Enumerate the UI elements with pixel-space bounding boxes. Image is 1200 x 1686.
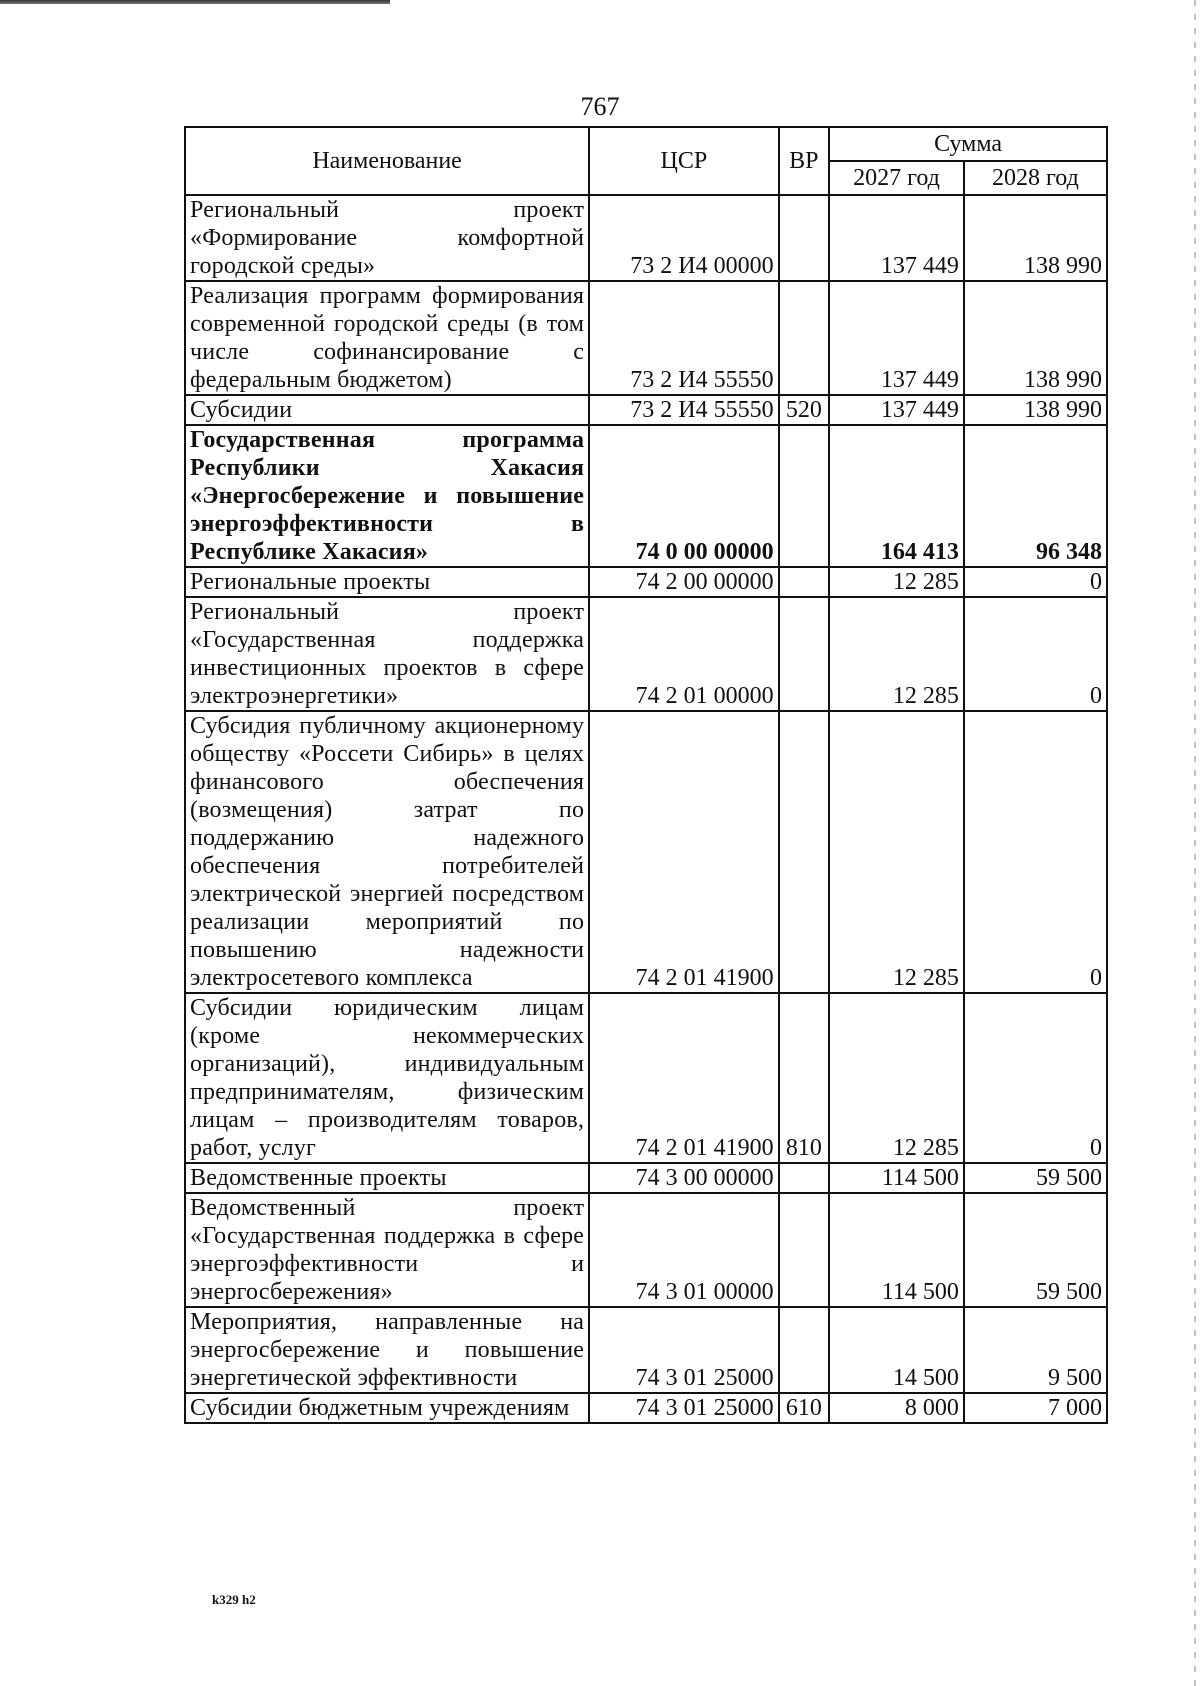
- header-sum: Сумма: [829, 127, 1107, 161]
- row-sum-2028: 138 990: [964, 281, 1107, 395]
- row-csr: 74 3 00 00000: [589, 1163, 778, 1193]
- row-csr: 74 2 00 00000: [589, 567, 778, 597]
- row-csr: 74 2 01 41900: [589, 711, 778, 993]
- table-body: [185, 195, 1107, 1423]
- table-row: [185, 597, 1107, 711]
- row-vr: 610: [779, 1393, 830, 1423]
- row-vr: 810: [779, 993, 830, 1163]
- table-row: [185, 1163, 1107, 1193]
- table-row: [185, 1393, 1107, 1423]
- row-vr: [779, 1163, 830, 1193]
- row-csr: 74 0 00 00000: [589, 425, 778, 567]
- row-csr: 73 2 И4 00000: [589, 195, 778, 281]
- row-sum-2027: 12 285: [829, 993, 964, 1163]
- row-csr: 73 2 И4 55550: [589, 395, 778, 425]
- budget-table: [184, 126, 1108, 1424]
- row-csr: 74 3 01 00000: [589, 1193, 778, 1307]
- row-vr: [779, 195, 830, 281]
- row-sum-2028: 9 500: [964, 1307, 1107, 1393]
- scan-artifact-edge: [1194, 0, 1196, 1686]
- row-sum-2027: 8 000: [829, 1393, 964, 1423]
- row-name: Реализация программ формирования современной городской среды (в том числе софинансирование с федеральным бюджетом): [185, 281, 589, 395]
- row-vr: [779, 1193, 830, 1307]
- row-name: Субсидии: [185, 395, 589, 425]
- row-name: Региональные проекты: [185, 567, 589, 597]
- row-vr: [779, 425, 830, 567]
- row-sum-2027: 12 285: [829, 711, 964, 993]
- table-row: [185, 195, 1107, 281]
- row-sum-2027: 137 449: [829, 281, 964, 395]
- footer-code: k329 h2: [212, 1592, 256, 1607]
- row-sum-2027: 12 285: [829, 567, 964, 597]
- table-row: [185, 567, 1107, 597]
- row-name: Ведомственные проекты: [185, 1163, 589, 1193]
- row-name: Субсидии бюджетным учреждениям: [185, 1393, 589, 1423]
- row-sum-2028: 0: [964, 567, 1107, 597]
- table-row: [185, 993, 1107, 1163]
- row-name: Государственная программа Республики Хакасия «Энергосбережение и повышение энергоэффективности в Республике Хакасия»: [185, 425, 589, 567]
- row-sum-2027: 164 413: [829, 425, 964, 567]
- header-csr: ЦСР: [589, 127, 778, 195]
- table-row: [185, 425, 1107, 567]
- row-vr: [779, 567, 830, 597]
- row-name: Субсидия публичному акционерному обществу «Россети Сибирь» в целях финансового обеспечения (возмещения) затрат по поддержанию надежного обеспечения потребителей электрической энергией посредством реализации мероприятий по повышению надежности электросетевого комплекса: [185, 711, 589, 993]
- row-csr: 73 2 И4 55550: [589, 281, 778, 395]
- row-vr: 520: [779, 395, 830, 425]
- row-sum-2027: 137 449: [829, 195, 964, 281]
- row-csr: 74 3 01 25000: [589, 1307, 778, 1393]
- row-csr: 74 2 01 00000: [589, 597, 778, 711]
- row-name: Региональный проект «Государственная поддержка инвестиционных проектов в сфере электроэнергетики»: [185, 597, 589, 711]
- row-vr: [779, 711, 830, 993]
- row-name: Субсидии юридическим лицам (кроме некоммерческих организаций), индивидуальным предпринимателям, физическим лицам – производителям товаров, работ, услуг: [185, 993, 589, 1163]
- table-row: [185, 395, 1107, 425]
- header-year-2027: 2027 год: [829, 161, 964, 195]
- row-vr: [779, 597, 830, 711]
- row-sum-2028: 59 500: [964, 1163, 1107, 1193]
- row-sum-2027: 14 500: [829, 1307, 964, 1393]
- row-csr: 74 3 01 25000: [589, 1393, 778, 1423]
- row-vr: [779, 1307, 830, 1393]
- row-name: Региональный проект «Формирование комфортной городской среды»: [185, 195, 589, 281]
- row-name: Ведомственный проект «Государственная поддержка в сфере энергоэффективности и энергосбережения»: [185, 1193, 589, 1307]
- row-csr: 74 2 01 41900: [589, 993, 778, 1163]
- table-row: [185, 711, 1107, 993]
- row-sum-2028: 0: [964, 993, 1107, 1163]
- row-sum-2028: 59 500: [964, 1193, 1107, 1307]
- row-sum-2028: 138 990: [964, 195, 1107, 281]
- page-number: 767: [580, 92, 620, 121]
- header-vr: ВР: [779, 127, 830, 195]
- row-sum-2028: 0: [964, 597, 1107, 711]
- row-sum-2027: 137 449: [829, 395, 964, 425]
- table-row: [185, 1307, 1107, 1393]
- row-sum-2027: 12 285: [829, 597, 964, 711]
- table-row: [185, 1193, 1107, 1307]
- row-sum-2028: 96 348: [964, 425, 1107, 567]
- header-name: Наименование: [185, 127, 589, 195]
- scan-artifact-top: [0, 0, 390, 4]
- header-year-2028: 2028 год: [964, 161, 1107, 195]
- row-sum-2028: 7 000: [964, 1393, 1107, 1423]
- row-vr: [779, 281, 830, 395]
- row-name: Мероприятия, направленные на энергосбережение и повышение энергетической эффективности: [185, 1307, 589, 1393]
- row-sum-2028: 138 990: [964, 395, 1107, 425]
- row-sum-2027: 114 500: [829, 1193, 964, 1307]
- row-sum-2027: 114 500: [829, 1163, 964, 1193]
- table-row: [185, 281, 1107, 395]
- row-sum-2028: 0: [964, 711, 1107, 993]
